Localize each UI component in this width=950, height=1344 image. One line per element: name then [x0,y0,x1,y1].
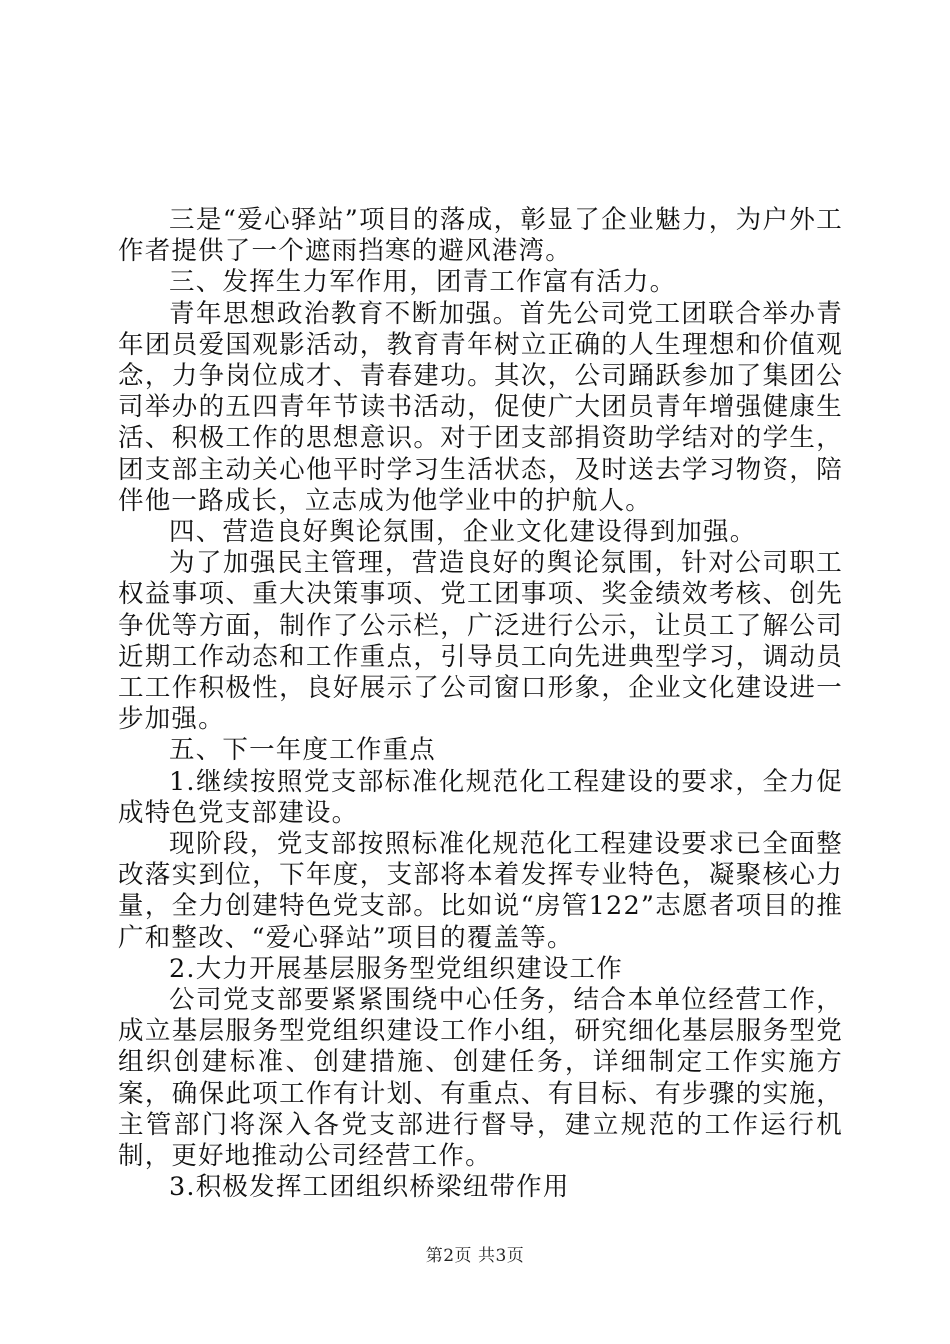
paragraph-love-station: 三是“爱心驿站”项目的落成，彰显了企业魅力，为户外工作者提供了一个遮雨挡寒的避风港湾。 [118,205,843,267]
page-number-footer: 第2页 共3页 [425,1246,525,1266]
section-heading-next-year: 五、下一年度工作重点 [169,735,437,766]
paragraph-youth-education: 青年思想政治教育不断加强。首先公司党工团联合举办青年团员爱国观影活动，教育青年树立正确的人生理想和价值观念，力争岗位成才、青春建功。其次，公司踊跃参加了集团公司举办的五四青年节读书活动，促使广大团员青年增强健康生活、积极工作的思想意识。对于团支部捐资助学结对的学生，团支部主动关心他平时学习生活状态，及时送去学习物资，陪伴他一路成长，立志成为他学业中的护航人。 [118,298,843,516]
item-heading-2: 2.大力开展基层服务型党组织建设工作 [169,953,623,984]
item-heading-1: 1.继续按照党支部标准化规范化工程建设的要求，全力促成特色党支部建设。 [118,766,843,828]
section-heading-culture: 四、营造良好舆论氛围，企业文化建设得到加强。 [169,517,757,548]
document-body [118,205,843,1204]
paragraph-service-organization: 公司党支部要紧紧围绕中心任务，结合本单位经营工作，成立基层服务型党组织建设工作小组，研究细化基层服务型党组织创建标准、创建措施、创建任务，详细制定工作实施方案，确保此项工作有计划、有重点、有目标、有步骤的实施，主管部门将深入各党支部进行督导，建立规范的工作运行机制，更好地推动公司经营工作。 [118,985,843,1172]
item-heading-3: 3.积极发挥工团组织桥梁纽带作用 [169,1172,570,1203]
paragraph-democratic-management: 为了加强民主管理，营造良好的舆论氛围，针对公司职工权益事项、重大决策事项、党工团事项、奖金绩效考核、创先争优等方面，制作了公示栏，广泛进行公示，让员工了解公司近期工作动态和工作重点，引导员工向先进典型学习，调动员工工作积极性，良好展示了公司窗口形象，企业文化建设进一步加强。 [118,548,843,735]
section-heading-youth: 三、发挥生力军作用，团青工作富有活力。 [169,267,677,298]
paragraph-standardization: 现阶段，党支部按照标准化规范化工程建设要求已全面整改落实到位，下年度，支部将本着发挥专业特色，凝聚核心力量，全力创建特色党支部。比如说“房管122”志愿者项目的推广和整改、“爱心驿站”项目的覆盖等。 [118,829,843,953]
